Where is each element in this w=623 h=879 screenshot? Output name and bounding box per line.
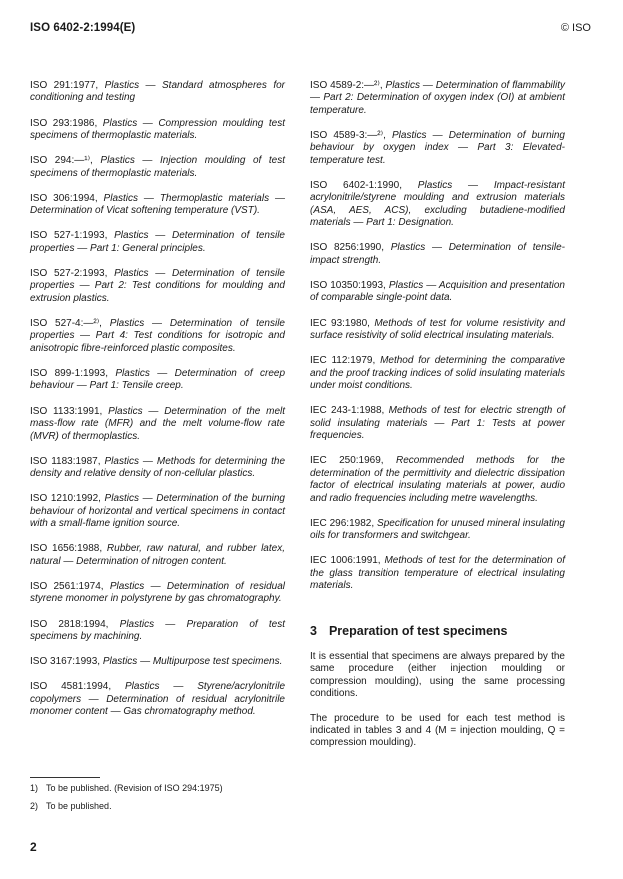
reference-title: Plastics — Impact-resistant acrylonitrile/styrene moulding and extrusion materials (ASA, AES, ACS), excluding butadiene-modified materials — Part 1: Designation. <box>310 180 565 229</box>
reference-entry <box>310 455 565 505</box>
reference-entry <box>30 406 285 443</box>
reference-entry <box>30 80 285 105</box>
reference-title: Plastics — Determination of burning behaviour by oxygen index — Part 3: Elevated-temperature test. <box>310 130 565 166</box>
reference-entry <box>310 355 565 392</box>
footnote-item <box>30 782 223 795</box>
reference-entry <box>30 681 285 718</box>
footnote-item <box>30 800 223 813</box>
reference-entry <box>30 368 285 393</box>
reference-entry <box>310 318 565 343</box>
reference-code: IEC 296:1982, <box>310 517 375 529</box>
reference-entry <box>30 581 285 606</box>
reference-title: Plastics — Methods for determining the density and relative density of non-cellular plastics. <box>30 455 286 480</box>
reference-code: ISO 306:1994, <box>30 192 98 204</box>
reference-title: Plastics — Thermoplastic materials — Determination of Vicat softening temperature (VST). <box>30 192 285 217</box>
reference-code: ISO 1183:1987, <box>30 455 101 467</box>
reference-code: ISO 899-1:1993, <box>30 368 108 380</box>
section-heading <box>310 625 565 637</box>
reference-entry <box>30 656 285 668</box>
reference-title: Methods of test for electric strength of solid insulating materials — Part 1: Tests at power frequencies. <box>310 405 565 442</box>
section-title: Preparation of test specimens <box>328 623 508 638</box>
reference-title: Plastics — Multipurpose test specimens. <box>102 656 283 668</box>
footnotes <box>30 782 223 817</box>
left-column-references <box>30 80 285 731</box>
reference-code: ISO 6402-1:1990, <box>310 180 402 192</box>
reference-entry <box>30 230 285 255</box>
reference-entry <box>30 619 285 644</box>
reference-title: Methods of test for volume resistivity and surface resistivity of solid electrical insulating materials. <box>310 317 566 342</box>
reference-code: ISO 10350:1993, <box>310 280 386 292</box>
footnote-text: To be published. <box>46 800 112 811</box>
reference-entry <box>310 280 565 305</box>
reference-entry <box>310 130 565 167</box>
reference-code: ISO 3167:1993, <box>30 656 101 668</box>
reference-title: Plastics — Determination of the burning behaviour of horizontal and vertical specimens in contact with a small-flame ignition source. <box>30 493 285 530</box>
reference-entry <box>310 405 565 442</box>
reference-entry <box>30 493 285 530</box>
section-number: 3 <box>310 623 317 638</box>
footnote-text: To be published. (Revision of ISO 294:1975) <box>46 783 223 793</box>
reference-title: Plastics — Determination of residual styrene monomer in polystyrene by gas chromatography. <box>30 580 285 605</box>
reference-code: ISO 8256:1990, <box>310 242 385 254</box>
reference-entry <box>310 242 565 267</box>
reference-code: IEC 243-1:1988, <box>310 405 385 417</box>
reference-code: IEC 93:1980, <box>310 317 370 329</box>
reference-code: ISO 1210:1992, <box>30 493 101 505</box>
reference-code: ISO 294:—¹⁾, <box>30 155 93 167</box>
reference-entry <box>310 518 565 543</box>
reference-title: Plastics — Injection moulding of test specimens of thermoplastic materials. <box>30 155 285 179</box>
reference-title: Plastics — Preparation of test specimens by machining. <box>30 618 285 642</box>
footnote-divider <box>30 777 100 778</box>
right-column <box>310 80 565 762</box>
reference-entry <box>30 193 285 218</box>
section-paragraph-1: It is essential that specimens are always prepared by the same procedure (either injection moulding or compression moulding), using the same processing conditions. <box>310 650 565 700</box>
reference-code: ISO 2818:1994, <box>30 618 109 630</box>
reference-entry <box>30 543 285 568</box>
reference-code: ISO 1133:1991, <box>30 405 103 417</box>
reference-title: Recommended methods for the determination of the permittivity and dielectric dissipation factor of electrical insulating materials at power, audio and radio frequencies including metre wavelengths. <box>310 455 565 504</box>
reference-entry <box>310 80 565 117</box>
section-paragraph-2: The procedure to be used for each test method is indicated in tables 3 and 4 (M = injection moulding, Q = compression moulding). <box>310 712 565 749</box>
reference-code: ISO 4581:1994, <box>30 681 112 693</box>
reference-title: Plastics — Styrene/acrylonitrile copolymers — Determination of residual acrylonitrile monomer content — Gas chromatography method. <box>30 681 286 718</box>
reference-code: ISO 4589-2:—²⁾, <box>310 80 383 91</box>
reference-title: Methods of test for the determination of the glass transition temperature of electrical insulating materials. <box>310 555 566 592</box>
copyright-mark: © ISO <box>560 22 591 34</box>
reference-code: ISO 527-4:—²⁾, <box>30 318 102 330</box>
reference-title: Specification for unused mineral insulating oils for transformers and switchgear. <box>310 517 565 542</box>
reference-title: Plastics — Determination of tensile-impact strength. <box>310 242 565 266</box>
reference-entry <box>30 456 285 481</box>
reference-title: Plastics — Determination of tensile properties — Part 1: General principles. <box>30 230 285 254</box>
reference-entry <box>310 180 565 230</box>
reference-title: Method for determining the comparative and the proof tracking indices of solid insulating materials under moist conditions. <box>310 355 566 392</box>
document-id: ISO 6402-2:1994(E) <box>30 22 136 34</box>
reference-title: Plastics — Determination of tensile properties — Part 4: Test conditions for isotropic and anisotropic fibre-reinforced plastic composites. <box>30 318 285 354</box>
reference-title: Plastics — Determination of the melt mass-flow rate (MFR) and the melt volume-flow rate (MVR) of thermoplastics. <box>30 405 286 442</box>
reference-code: ISO 527-1:1993, <box>30 230 108 242</box>
reference-code: ISO 291:1977, <box>30 80 99 91</box>
reference-title: Rubber, raw natural, and rubber latex, natural — Determination of nitrogen content. <box>30 543 285 567</box>
reference-title: Plastics — Compression moulding test specimens of thermoplastic materials. <box>30 117 285 142</box>
reference-title: Plastics — Acquisition and presentation of comparable single-point data. <box>310 280 565 304</box>
reference-title: Plastics — Standard atmospheres for conditioning and testing <box>30 80 285 104</box>
reference-code: ISO 4589-3:—²⁾, <box>310 130 386 142</box>
reference-code: IEC 250:1969, <box>310 455 384 467</box>
reference-code: ISO 527-2:1993, <box>30 268 108 280</box>
reference-code: ISO 1656:1988, <box>30 543 103 555</box>
reference-entry <box>30 118 285 143</box>
reference-code: ISO 293:1986, <box>30 117 98 129</box>
reference-entry <box>30 268 285 305</box>
reference-code: ISO 2561:1974, <box>30 580 104 592</box>
reference-entry <box>30 318 285 355</box>
reference-title: Plastics — Determination of creep behaviour — Part 1: Tensile creep. <box>30 368 285 392</box>
reference-title: Plastics — Determination of tensile properties — Part 2: Test conditions for moulding and extrusion plastics. <box>30 268 285 304</box>
reference-code: IEC 112:1979, <box>310 355 376 367</box>
footnote-number: 1) <box>30 783 39 793</box>
reference-entry <box>310 555 565 592</box>
page-number: 2 <box>30 840 37 854</box>
right-column-references <box>310 80 565 593</box>
reference-entry <box>30 155 285 180</box>
reference-title: Plastics — Determination of flammability — Part 2: Determination of oxygen index (OI) at ambient temperature. <box>310 80 565 116</box>
footnote-number: 2) <box>30 800 39 811</box>
reference-code: IEC 1006:1991, <box>310 555 381 567</box>
